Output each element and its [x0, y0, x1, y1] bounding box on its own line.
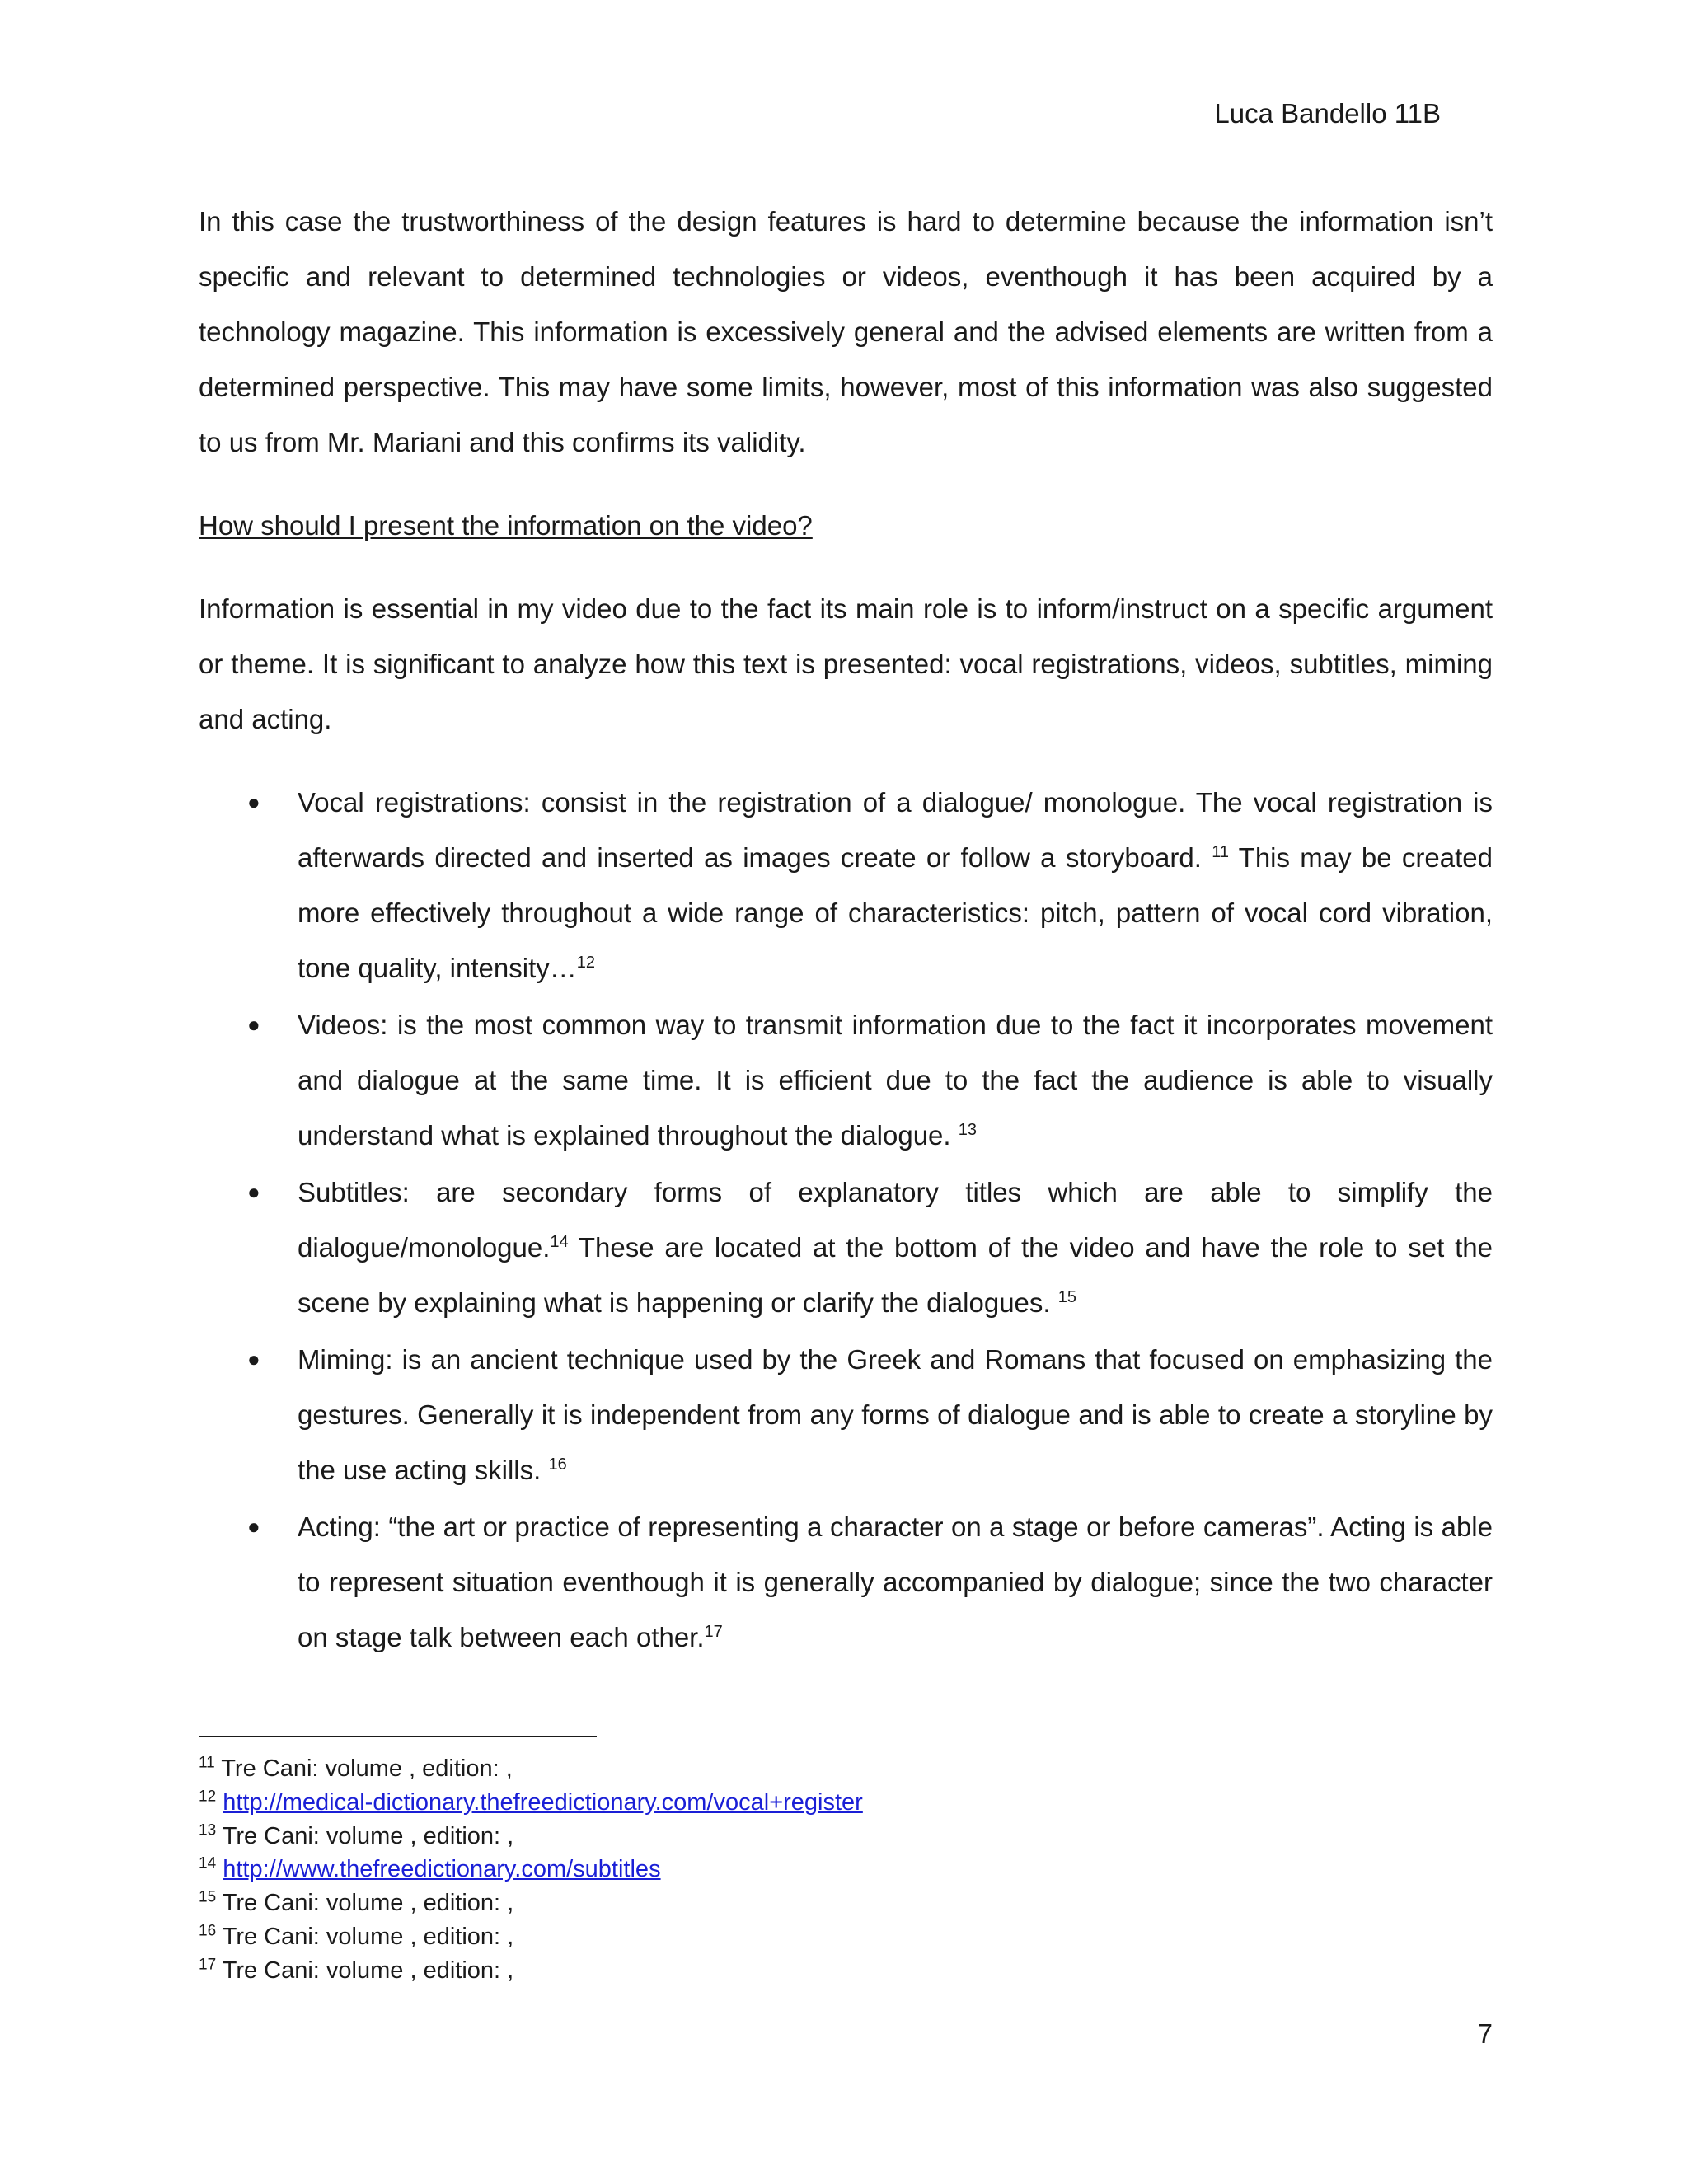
- list-item-videos: [199, 997, 1493, 1163]
- footnote-11: [199, 1752, 1493, 1786]
- footnote-13: [199, 1820, 1493, 1854]
- list-item-text: Videos: is the most common way to transmit information due to the fact it incorporates movement and dialogue at the same time. It is efficient due to the fact the audience is able to visually understand what is explained throughout the dialogue.: [298, 1010, 1493, 1151]
- footnote-number: 15: [199, 1888, 217, 1906]
- page-header-author: Luca Bandello 11B: [1214, 98, 1441, 129]
- list-item-acting: [199, 1499, 1493, 1665]
- list-item-vocal-registrations: [199, 775, 1493, 996]
- footnote-ref[interactable]: 17: [704, 1623, 723, 1641]
- bullet-icon: ●: [247, 1012, 260, 1037]
- bullet-icon: ●: [247, 1347, 260, 1371]
- list-item-text: Subtitles: are secondary forms of explanatory titles which are able to simplify the dialogue/monologue.: [298, 1177, 1493, 1263]
- body-text: [199, 194, 1493, 1665]
- footnote-link[interactable]: http://www.thefreedictionary.com/subtitles: [223, 1856, 661, 1883]
- footnote-number: 13: [199, 1821, 217, 1839]
- list-item-text: These are located at the bottom of the video and have the role to set the scene by explaining what is happening or clarify the dialogues.: [298, 1232, 1493, 1318]
- section-paragraph: Information is essential in my video due to the fact its main role is to inform/instruct on a specific argument or theme. It is significant to analyze how this text is presented: vocal registrations, videos, subtitles, miming and acting.: [199, 593, 1493, 734]
- footnote-text: Tre Cani: volume , edition: ,: [221, 1755, 513, 1782]
- footnote-ref[interactable]: 13: [958, 1121, 977, 1139]
- page-number: 7: [1477, 2018, 1493, 2049]
- footnote-number: 17: [199, 1956, 217, 1974]
- footnote-15: [199, 1886, 1493, 1920]
- list-item-text: Vocal registrations: consist in the registration of a dialogue/ monologue. The vocal registration is afterwards directed and inserted as images create or follow a storyboard.: [298, 787, 1493, 873]
- footnote-number: 14: [199, 1854, 217, 1872]
- footnote-text: Tre Cani: volume , edition: ,: [222, 1957, 514, 1984]
- footnote-ref[interactable]: 12: [576, 954, 595, 972]
- footnote-text: Tre Cani: volume , edition: ,: [222, 1923, 514, 1950]
- footnote-number: 12: [199, 1788, 217, 1806]
- footnote-ref[interactable]: 11: [1212, 843, 1229, 861]
- footnote-12: [199, 1786, 1493, 1820]
- footnote-ref[interactable]: 15: [1057, 1288, 1076, 1306]
- footnotes: [199, 1752, 1493, 1988]
- list-item-subtitles: [199, 1165, 1493, 1330]
- footnote-ref[interactable]: 14: [550, 1233, 569, 1251]
- intro-paragraph: In this case the trustworthiness of the design features is hard to determine because the information isn’t specific and relevant to determined technologies or videos, eventhough it has been acquired by a technology magazine. This information is excessively general and the advised elements are written from a determined perspective. This may have some limits, however, most of this information was also suggested to us from Mr. Mariani and this confirms its validity.: [199, 206, 1493, 457]
- footnote-text: Tre Cani: volume , edition: ,: [222, 1822, 514, 1849]
- footnote-14: [199, 1853, 1493, 1886]
- bullet-list: [199, 775, 1493, 1665]
- footnote-link[interactable]: http://medical-dictionary.thefreedictionary.com/vocal+register: [223, 1788, 863, 1816]
- footnote-ref[interactable]: 16: [548, 1455, 567, 1474]
- footnote-number: 11: [199, 1754, 215, 1772]
- footnote-separator: [199, 1736, 597, 1737]
- footnote-16: [199, 1920, 1493, 1954]
- list-item-text: Acting: “the art or practice of representing a character on a stage or before cameras”. Acting is able to represent situation eventhough it is generally accompanied by dialogue; since the two character on stage talk between each other.: [298, 1511, 1493, 1652]
- footnote-text: Tre Cani: volume , edition: ,: [222, 1890, 514, 1917]
- footnote-17: [199, 1954, 1493, 1988]
- section-heading: How should I present the information on the video?: [199, 510, 813, 541]
- bullet-icon: ●: [247, 1179, 260, 1204]
- footnote-number: 16: [199, 1922, 217, 1940]
- list-item-text: Miming: is an ancient technique used by the Greek and Romans that focused on emphasizing the gestures. Generally it is independent from any forms of dialogue and is able to create a storyline by the use acting skills.: [298, 1344, 1493, 1485]
- bullet-icon: ●: [247, 790, 260, 814]
- bullet-icon: ●: [247, 1514, 260, 1539]
- list-item-miming: [199, 1332, 1493, 1497]
- list-item-text: This may be created more effectively throughout a wide range of characteristics: pitch, pattern of vocal cord vibration, tone quality, intensity…: [298, 842, 1493, 983]
